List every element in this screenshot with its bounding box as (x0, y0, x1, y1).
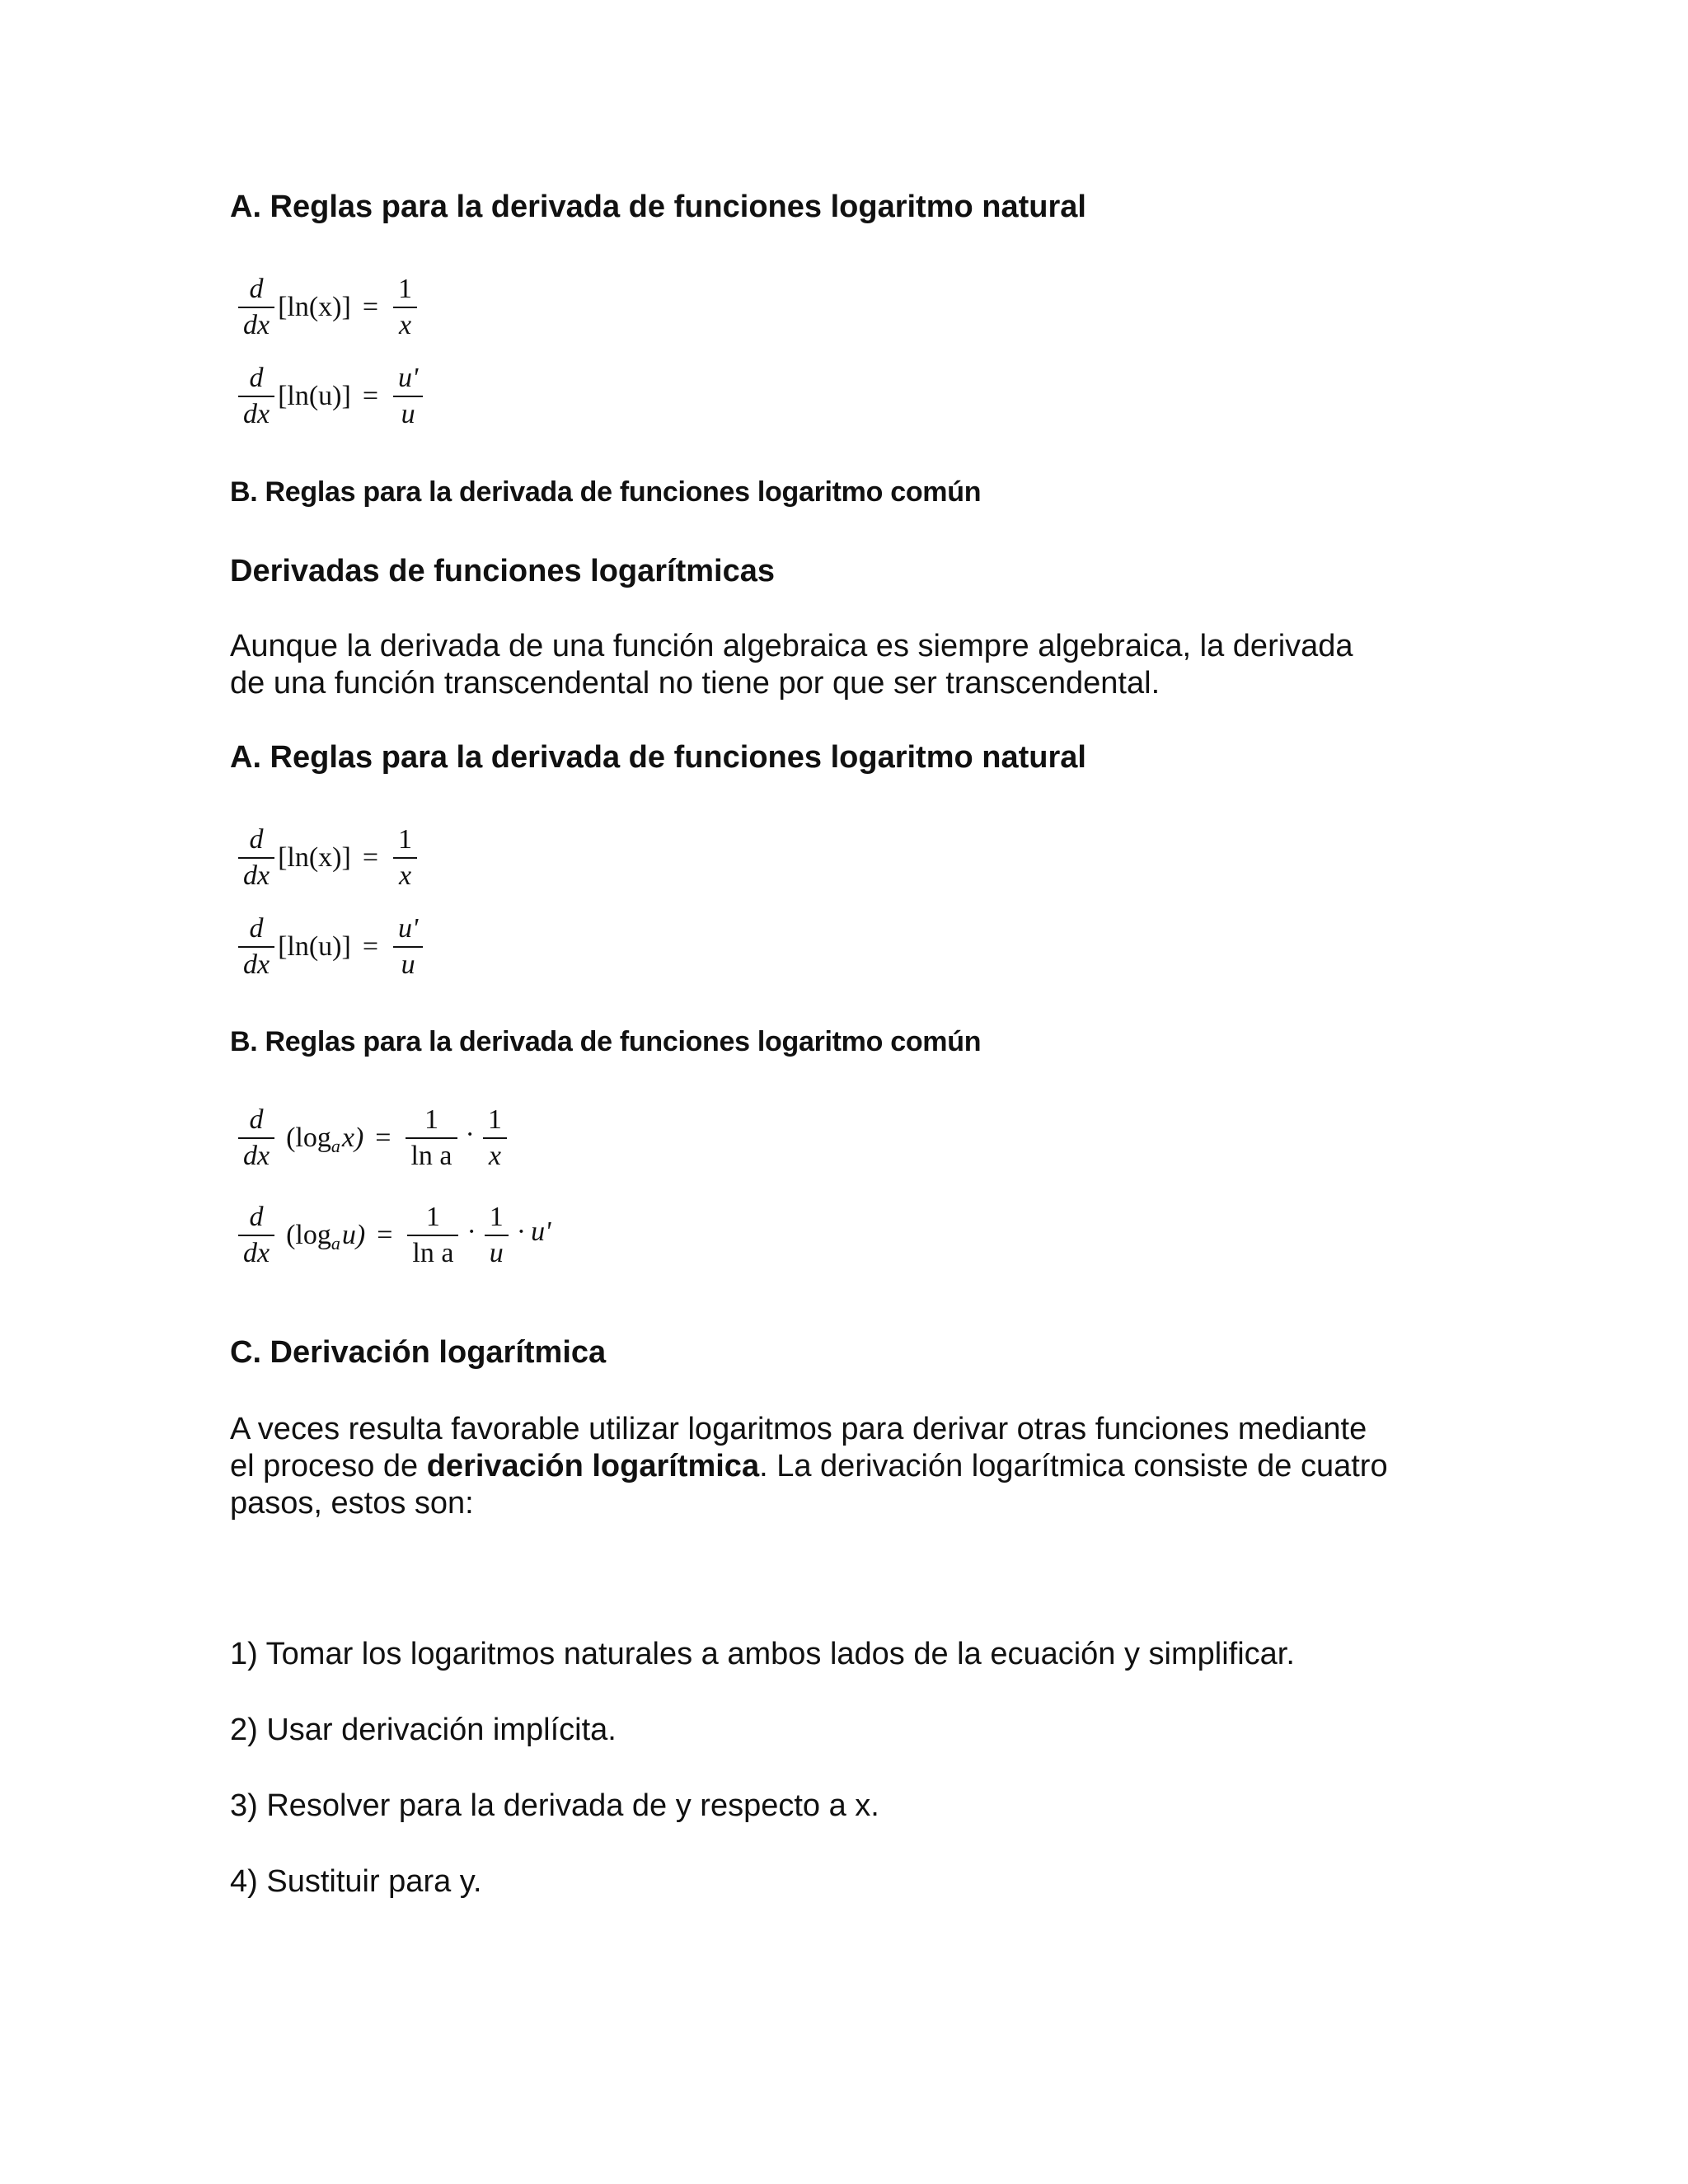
numerator: 1 (425, 1202, 440, 1232)
fraction-d-dx (238, 1202, 274, 1269)
denominator: dx (243, 1238, 270, 1268)
equals-sign: = (362, 842, 379, 873)
step-1: 1) Tomar los logaritmos naturales a ambos lados de la ecuación y simplificar. (230, 1637, 1295, 1671)
equation-log-a-u (235, 1202, 551, 1269)
numerator: d (249, 1202, 264, 1232)
fraction-u-prime-over-u (393, 913, 423, 981)
numerator: d (249, 363, 264, 393)
denominator: u (401, 399, 415, 429)
equals-sign: = (377, 1220, 393, 1250)
denominator: ln a (412, 1238, 454, 1268)
step-4: 4) Sustituir para y. (230, 1864, 482, 1899)
heading-b-common-log-2: B. Reglas para la derivada de funciones logaritmo común (230, 1026, 982, 1057)
multiply-dot: · (516, 1216, 527, 1247)
fraction-d-dx (238, 1104, 274, 1172)
fraction-1-over-x (393, 824, 417, 892)
intro-line-2: de una función transcendental no tiene por que ser transcendental. (230, 666, 1160, 701)
heading-c-log-differentiation: C. Derivación logarítmica (230, 1335, 607, 1370)
denominator: x (398, 310, 412, 340)
fraction-1-over-u (485, 1202, 509, 1269)
multiply-dot: · (465, 1119, 475, 1150)
step-3: 3) Resolver para la derivada de y respecto a x. (230, 1788, 879, 1823)
equation-ln-u-1 (235, 363, 426, 430)
ln-x-expression: [ln(x)] (278, 842, 351, 873)
log-differentiation-paragraph (230, 1411, 1388, 1522)
paragraph-line-2-start: el proceso de (230, 1449, 427, 1483)
log-base: a (331, 1136, 340, 1156)
numerator: d (249, 913, 264, 944)
bold-term: derivación logarítmica (426, 1449, 760, 1483)
numerator: 1 (487, 1104, 502, 1135)
denominator: dx (243, 399, 270, 429)
heading-a-natural-log-2: A. Reglas para la derivada de funciones logaritmo natural (230, 740, 1086, 775)
fraction-d-dx (238, 274, 274, 341)
log-argument-u: u) (341, 1220, 366, 1250)
denominator: dx (243, 860, 270, 891)
ln-u-expression: [ln(u)] (278, 381, 351, 411)
equation-ln-x-2 (235, 824, 420, 892)
numerator: 1 (398, 824, 413, 855)
numerator: 1 (489, 1202, 504, 1232)
page-title: Derivadas de funciones logarítmicas (230, 554, 776, 588)
equals-sign: = (362, 381, 379, 411)
step-2: 2) Usar derivación implícita. (230, 1713, 617, 1747)
fraction-1-over-x (483, 1104, 507, 1172)
fraction-1-over-x (393, 274, 417, 341)
ln-x-expression: [ln(x)] (278, 292, 351, 322)
fraction-d-dx (238, 363, 274, 430)
numerator: 1 (424, 1104, 438, 1135)
numerator: u' (398, 363, 419, 393)
fraction-d-dx (238, 913, 274, 981)
equals-sign: = (362, 931, 379, 962)
denominator: ln a (410, 1141, 452, 1171)
paragraph-line-1: A veces resulta favorable utilizar logaritmos para derivar otras funciones mediante (230, 1412, 1367, 1446)
log-open: (log (286, 1122, 331, 1153)
fraction-1-over-ln-a (407, 1202, 458, 1269)
fraction-1-over-ln-a (406, 1104, 457, 1172)
fraction-d-dx (238, 824, 274, 892)
heading-b-common-log-1: B. Reglas para la derivada de funciones logaritmo común (230, 476, 982, 508)
fraction-u-prime-over-u (393, 363, 423, 430)
paragraph-line-2 (230, 1448, 1388, 1485)
equals-sign: = (375, 1122, 392, 1153)
numerator: u' (398, 913, 419, 944)
denominator: u (489, 1238, 504, 1268)
equation-ln-x-1 (235, 274, 420, 341)
denominator: dx (243, 310, 270, 340)
equals-sign: = (362, 292, 379, 322)
equation-ln-u-2 (235, 913, 426, 981)
log-open: (log (286, 1220, 331, 1250)
multiply-dot: · (467, 1216, 476, 1247)
denominator: x (398, 860, 412, 891)
numerator: 1 (398, 274, 413, 304)
denominator: dx (243, 949, 270, 980)
denominator: dx (243, 1141, 270, 1171)
paragraph-line-2-end: . La derivación logarítmica consiste de cuatro (759, 1449, 1388, 1483)
ln-u-expression: [ln(u)] (278, 931, 351, 962)
intro-line-1: Aunque la derivada de una función algebraica es siempre algebraica, la derivada (230, 629, 1353, 663)
paragraph-line-3: pasos, estos son: (230, 1486, 474, 1521)
denominator: u (401, 949, 415, 980)
numerator: d (249, 1104, 264, 1135)
denominator: x (488, 1141, 501, 1171)
numerator: d (249, 274, 264, 304)
equation-log-a-x (235, 1104, 510, 1172)
heading-a-natural-log-1: A. Reglas para la derivada de funciones logaritmo natural (230, 190, 1086, 224)
numerator: d (249, 824, 264, 855)
log-argument-x: x) (341, 1122, 364, 1153)
u-prime: u' (531, 1216, 551, 1247)
log-base: a (331, 1233, 340, 1254)
intro-paragraph (230, 628, 1353, 702)
